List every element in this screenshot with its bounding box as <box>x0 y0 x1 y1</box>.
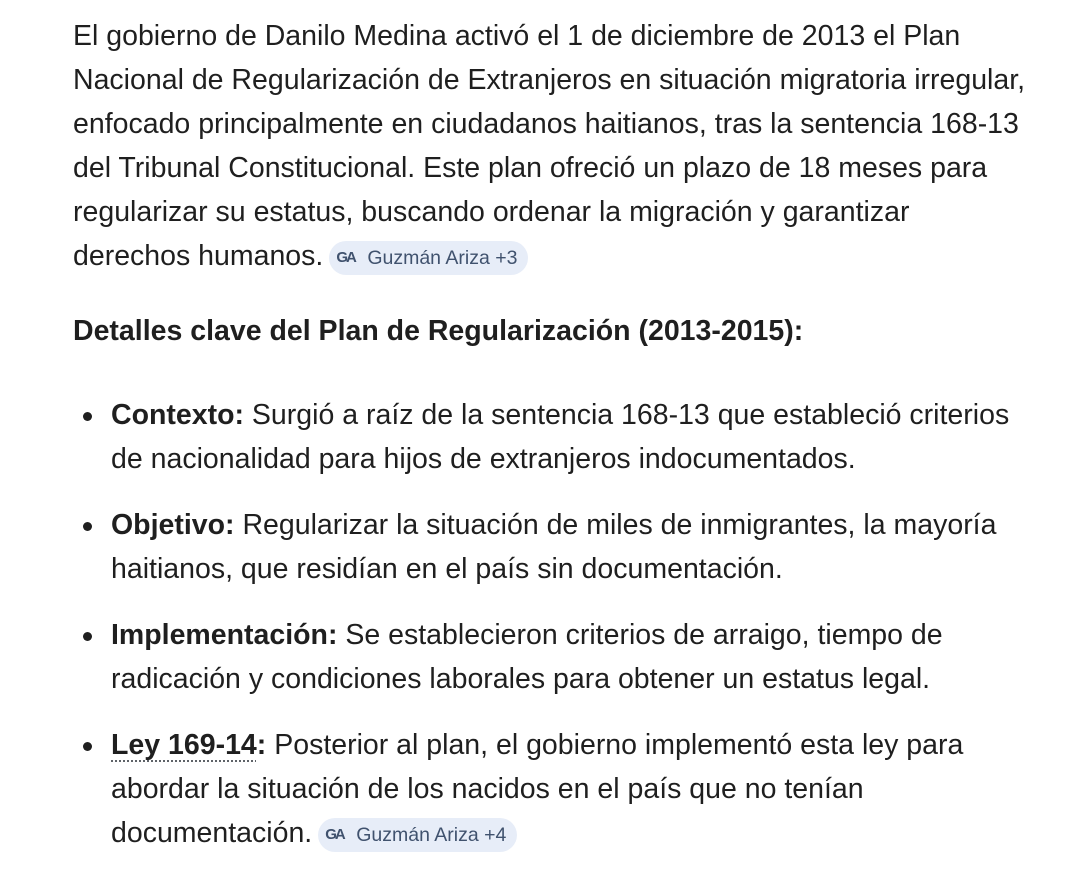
source-chip-label: Guzmán Ariza +3 <box>367 247 518 269</box>
source-chip-label: Guzmán Ariza +4 <box>356 824 507 846</box>
list-item-term: Contexto: <box>111 399 244 431</box>
source-chip-guzman-ariza-3[interactable] <box>329 241 528 275</box>
list-item-text: Surgió a raíz de la sentencia 168-13 que estableció criterios de nacionalidad para hijos de extranjeros indocumentados. <box>111 399 1010 475</box>
details-list <box>73 393 1033 877</box>
list-item-objetivo <box>73 503 1033 591</box>
intro-paragraph <box>73 14 1033 278</box>
list-item-ley <box>73 723 1033 855</box>
source-chip-guzman-ariza-4[interactable] <box>318 818 517 852</box>
intro-text: El gobierno de Danilo Medina activó el 1 de diciembre de 2013 el Plan Nacional de Regularización de Extranjeros en situación migratoria irregular, enfocado principalmente en ciudadanos haitianos, tras la sentencia 168-13 del Tribunal Constitucional. Este plan ofreció un plazo de 18 meses para regularizar su estatus, buscando ordenar la migración y garantizar derechos humanos. <box>73 20 1026 272</box>
bullet-dot <box>83 522 92 531</box>
list-item-term: Objetivo: <box>111 509 235 541</box>
list-item-implementacion <box>73 613 1033 701</box>
bullet-dot <box>83 742 92 751</box>
ley-169-14-link[interactable]: Ley 169-14 <box>111 729 257 761</box>
google-source-icon: GA <box>336 249 355 266</box>
list-item-text: Se establecieron criterios de arraigo, tiempo de radicación y condiciones laborales para obtener un estatus legal. <box>111 619 943 695</box>
google-source-icon: GA <box>325 826 344 843</box>
list-item-contexto <box>73 393 1033 481</box>
response-content <box>73 14 1033 849</box>
section-heading: Detalles clave del Plan de Regularización (2013-2015): <box>73 315 804 347</box>
bullet-dot <box>83 632 92 641</box>
list-item-term-suffix: : <box>256 729 267 761</box>
bullet-dot <box>83 412 92 421</box>
list-item-text: Posterior al plan, el gobierno implementó esta ley para abordar la situación de los nacidos en el país que no tenían documentación. <box>111 729 964 849</box>
list-item-term: Implementación: <box>111 619 338 651</box>
list-item-text: Regularizar la situación de miles de inmigrantes, la mayoría haitianos, que residían en el país sin documentación. <box>111 509 997 585</box>
